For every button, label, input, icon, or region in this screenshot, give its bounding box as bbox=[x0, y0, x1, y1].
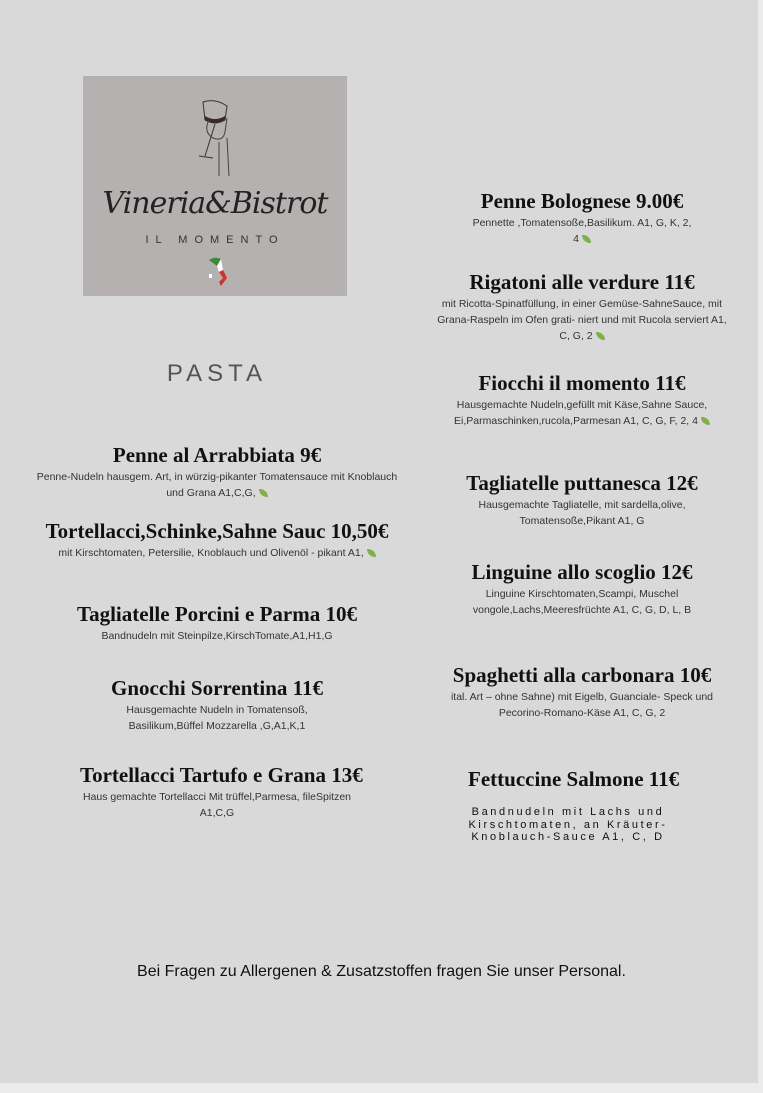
menu-item bbox=[432, 370, 732, 429]
dish-title: Spaghetti alla carbonara 10€ bbox=[452, 663, 712, 687]
restaurant-logo bbox=[83, 76, 347, 296]
dish-title: Gnocchi Sorrentina 11€ bbox=[111, 676, 323, 700]
vegetarian-leaf-icon bbox=[701, 417, 710, 425]
dish-description: Hausgemachte Nudeln in Tomatensoß, Basilikum,Büffel Mozzarella ,G,A1,K,1 bbox=[126, 704, 308, 732]
dish-title: Tortellacci,Schinke,Sahne Sauc 10,50€ bbox=[45, 519, 389, 543]
menu-item bbox=[30, 442, 404, 501]
dish-title: Fettuccine Salmone 11€ bbox=[468, 767, 680, 791]
menu-item bbox=[432, 662, 732, 721]
vegetarian-leaf-icon bbox=[596, 332, 605, 340]
dish-description: ital. Art – ohne Sahne) mit Eigelb, Guanciale- Speck und Pecorino-Romano-Käse A1, C, G, 2 bbox=[450, 691, 714, 719]
menu-item bbox=[90, 675, 344, 734]
dish-description: Bandnudeln mit Lachs und Kirschtomaten, an Kräuter-Knoblauch-Sauce A1, C, D bbox=[468, 806, 668, 843]
brand-name: Vineria&Bistrot bbox=[102, 186, 328, 221]
dish-description: Hausgemachte Nudeln,gefüllt mit Käse,Sahne Sauce, Ei,Parmaschinken,rucola,Parmesan A1, C, G, F, 2, 4 bbox=[454, 399, 708, 427]
menu-item bbox=[80, 762, 363, 821]
dish-title: Penne Bolognese 9.00€ bbox=[480, 189, 684, 213]
allergen-note: Bei Fragen zu Allergenen & Zusatzstoffen fragen Sie unser Personal. bbox=[137, 963, 626, 980]
dish-title: Linguine allo scoglio 12€ bbox=[471, 560, 693, 584]
brand-subtitle: IL MOMENTO bbox=[145, 234, 285, 246]
dish-description: Bandnudeln mit Steinpilze,KirschTomate,A1,H1,G bbox=[101, 630, 333, 642]
dish-description: Penne-Nudeln hausgem. Art, in würzig-pikanter Tomatensauce mit Knoblauch und Grana A1,C,G, bbox=[36, 471, 398, 499]
menu-item bbox=[472, 188, 692, 247]
dish-title: Tortellacci Tartufo e Grana 13€ bbox=[80, 763, 363, 787]
vegetarian-leaf-icon bbox=[582, 235, 591, 243]
menu-item bbox=[432, 269, 732, 344]
dish-title: Rigatoni alle verdure 11€ bbox=[469, 270, 695, 294]
italy-flag-map-icon bbox=[207, 256, 227, 288]
dish-description: Pennette ,Tomatensoße,Basilikum. A1, G, K, 2, 4 bbox=[472, 217, 692, 245]
dish-description: Haus gemachte Tortellacci Mit trüffel,Parmesa, fileSpitzen A1,C,G bbox=[82, 791, 352, 819]
vegetarian-leaf-icon bbox=[259, 489, 268, 497]
dish-title: Penne al Arrabbiata 9€ bbox=[112, 443, 322, 467]
dish-description: Hausgemachte Tagliatelle, mit sardella,olive, Tomatensoße,Pikant A1, G bbox=[478, 499, 686, 527]
dish-title: Tagliatelle puttanesca 12€ bbox=[466, 471, 698, 495]
dish-description: mit Ricotta-Spinatfüllung, in einer Gemüse-SahneSauce, mit Grana-Raspeln im Ofen grati- niert und mit Rucola serviert A1, C, G, 2 bbox=[437, 298, 727, 342]
vegetarian-leaf-icon bbox=[367, 549, 376, 557]
dish-title: Fiocchi il momento 11€ bbox=[478, 371, 686, 395]
dish-title: Tagliatelle Porcini e Parma 10€ bbox=[77, 602, 357, 626]
dish-description: Linguine Kirschtomaten,Scampi, Muschel vongole,Lachs,Meeresfrüchte A1, C, G, D, L, B bbox=[472, 588, 692, 616]
menu-item bbox=[462, 559, 702, 618]
wine-glass-icon bbox=[195, 98, 235, 178]
menu-item bbox=[30, 518, 404, 561]
menu-item bbox=[452, 470, 712, 529]
dish-description: mit Kirschtomaten, Petersilie, Knoblauch und Olivenöl - pikant A1, bbox=[58, 547, 364, 559]
menu-item bbox=[468, 766, 680, 844]
menu-item bbox=[30, 601, 404, 644]
section-title-pasta: PASTA bbox=[166, 360, 268, 387]
